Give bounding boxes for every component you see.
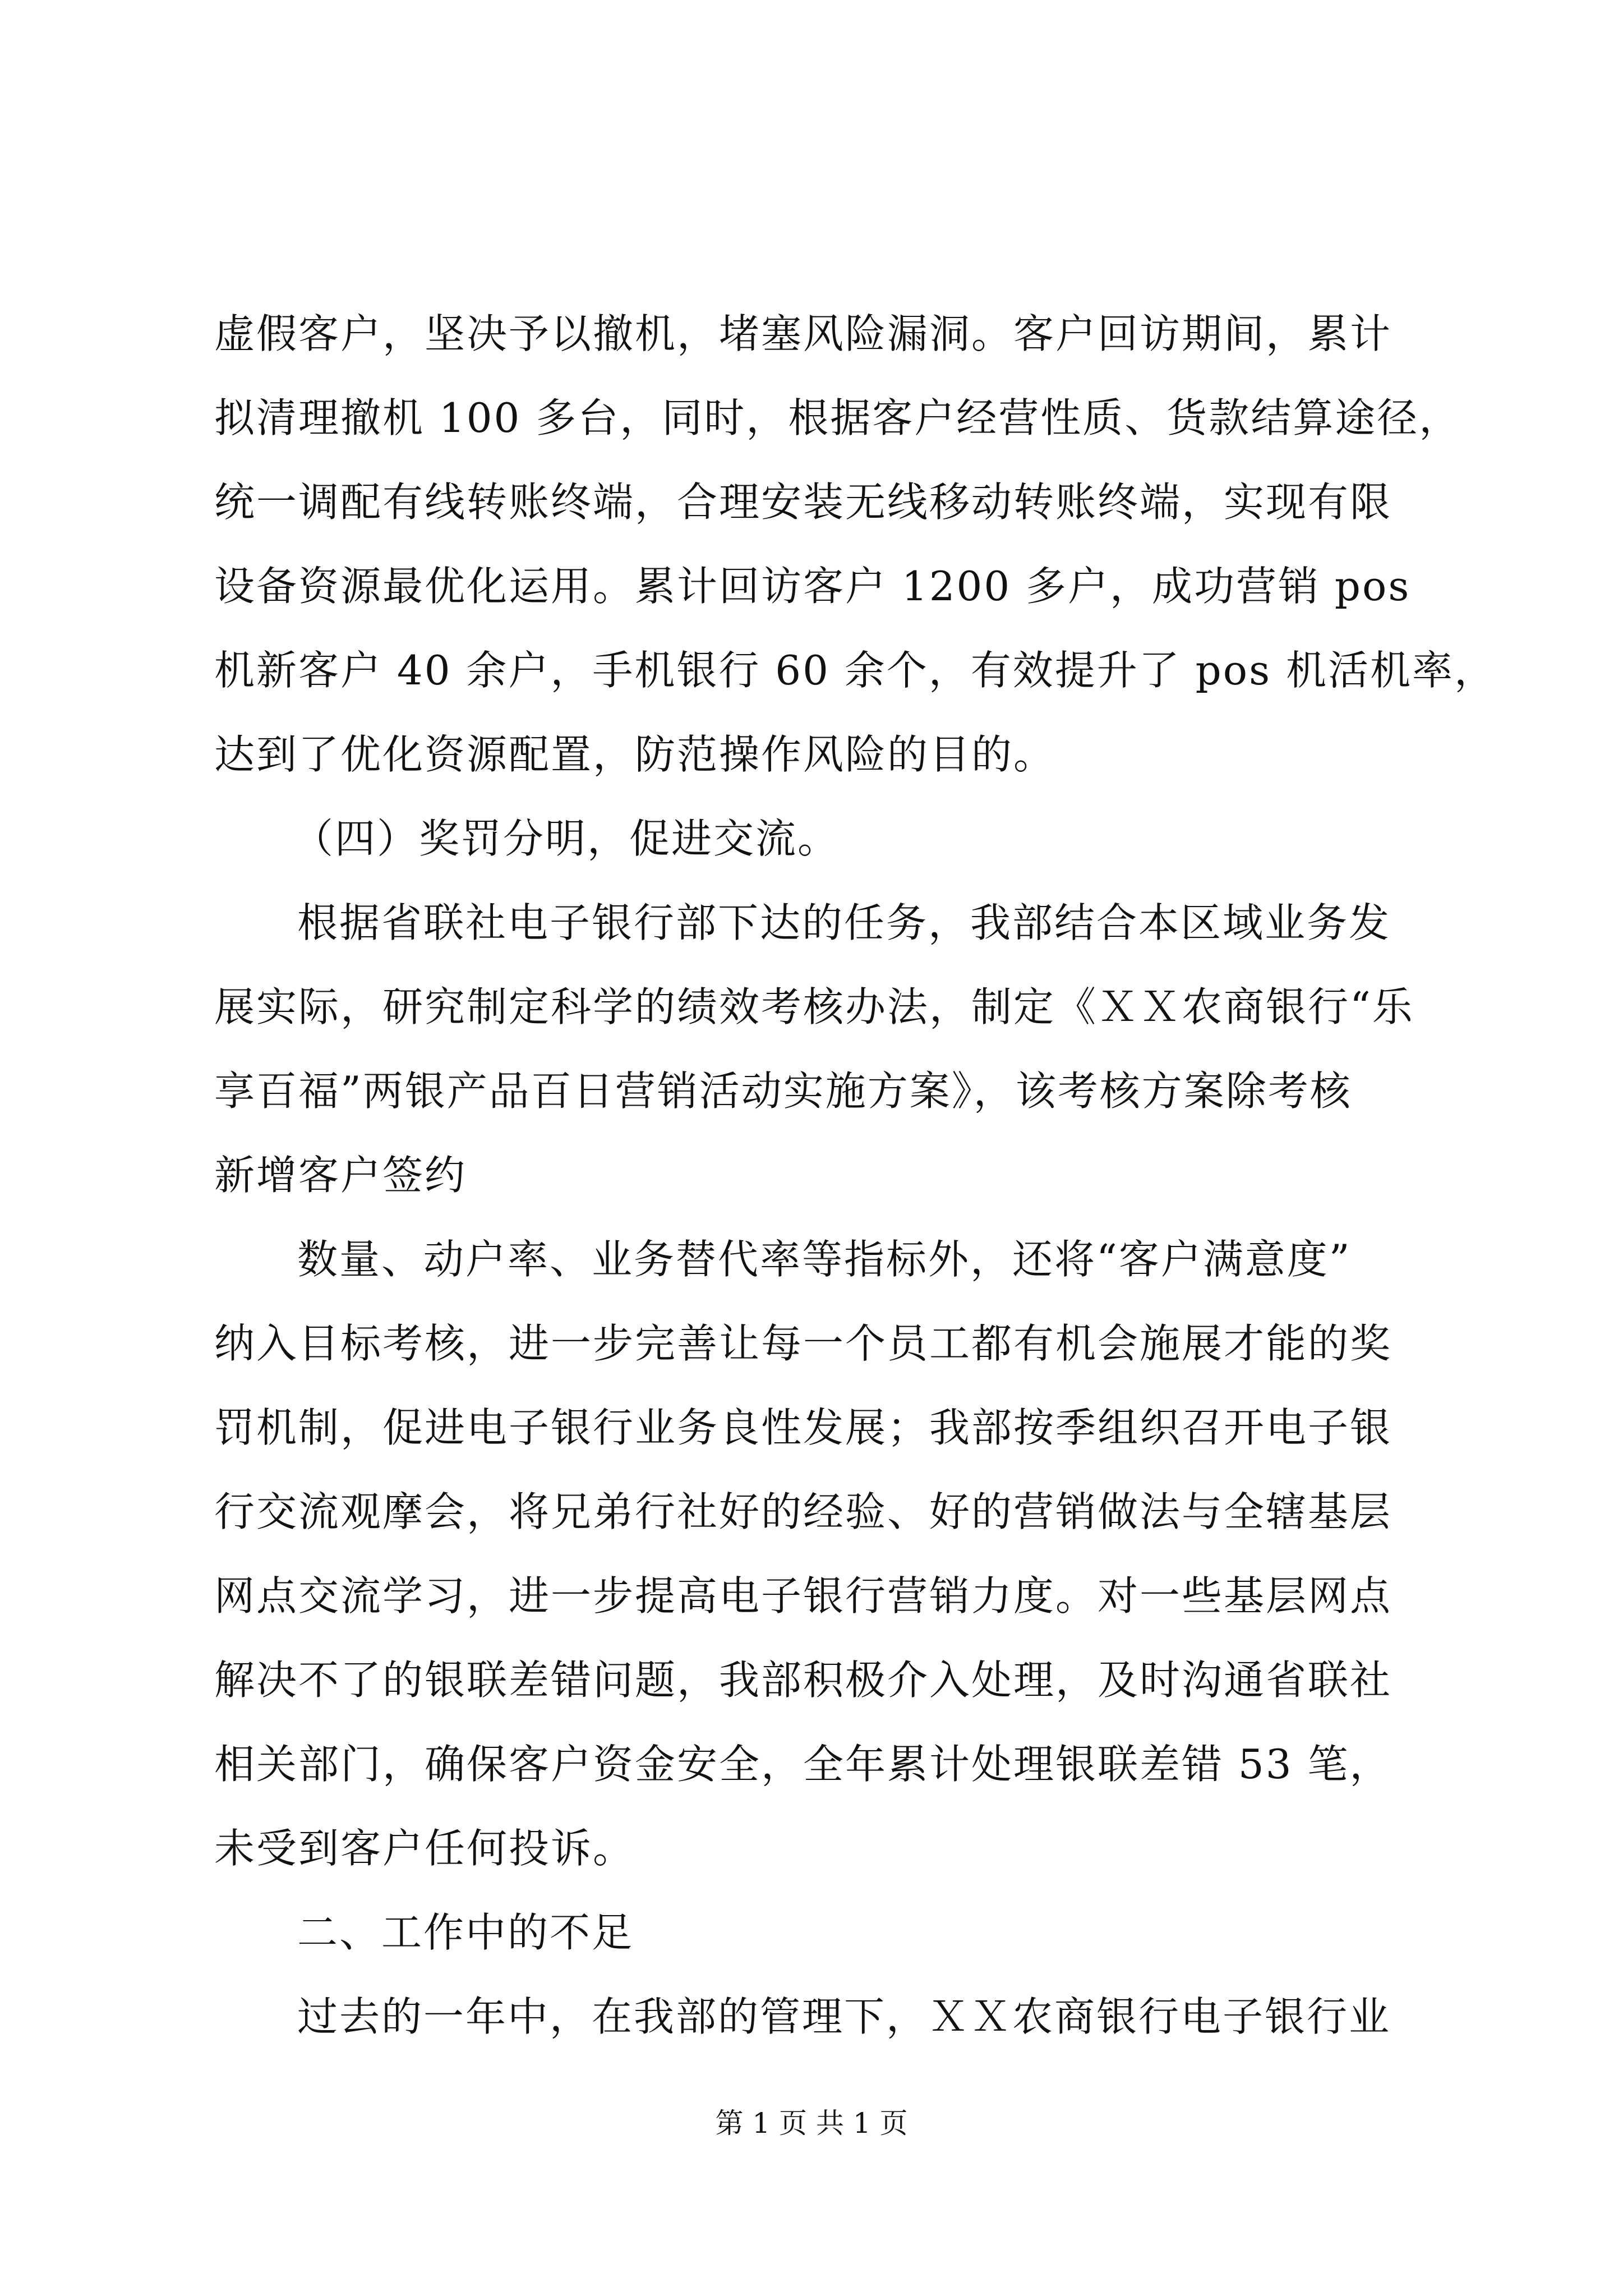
text-line: 拟清理撤机 100 多台，同时，根据客户经营性质、货款结算途径， [214, 394, 1461, 441]
text-line: 行交流观摩会，将兄弟行社好的经验、好的营销做法与全辖基层 [214, 1488, 1393, 1535]
text-line: 展实际，研究制定科学的绩效考核办法，制定《ＸＸ农商银行“乐 [214, 983, 1414, 1030]
text-line: 新增客户签约 [214, 1152, 467, 1199]
text-line: 相关部门，确保客户资金安全，全年累计处理银联差错 53 笔， [214, 1741, 1392, 1788]
text-line: 纳入目标考核，进一步完善让每一个员工都有机会施展才能的奖 [214, 1320, 1393, 1367]
text-line: 网点交流学习，进一步提高电子银行营销力度。对一些基层网点 [214, 1572, 1393, 1619]
text-line: 未受到客户任何投诉。 [214, 1825, 635, 1872]
text-line: 虚假客户，坚决予以撤机，堵塞风险漏洞。客户回访期间，累计 [214, 310, 1393, 357]
paragraph-first-line: 根据省联社电子银行部下达的任务，我部结合本区域业务发 [297, 899, 1391, 946]
text-line: 解决不了的银联差错问题，我部积极介入处理，及时沟通省联社 [214, 1657, 1393, 1704]
text-line: 达到了优化资源配置，防范操作风险的目的。 [214, 731, 1056, 778]
text-line: 统一调配有线转账终端，合理安装无线移动转账终端，实现有限 [214, 478, 1393, 526]
text-line: 罚机制，促进电子银行业务良性发展；我部按季组织召开电子银 [214, 1404, 1393, 1451]
section-heading: 二、工作中的不足 [297, 1909, 634, 1956]
paragraph-first-line: 过去的一年中，在我部的管理下，ＸＸ农商银行电子银行业 [297, 1993, 1391, 2040]
text-line: 设备资源最优化运用。累计回访客户 1200 多户，成功营销 pos [214, 563, 1411, 610]
text-line: 机新客户 40 余户，手机银行 60 余个，有效提升了 pos 机活机率， [214, 647, 1496, 694]
text-line: 享百福”两银产品百日营销活动实施方案》，该考核方案除考核 [214, 1068, 1352, 1115]
paragraph-first-line: 数量、动户率、业务替代率等指标外，还将“客户满意度” [297, 1236, 1352, 1283]
section-heading: （四）奖罚分明，促进交流。 [293, 815, 840, 862]
page-footer: 第 1 页 共 1 页 [715, 2107, 908, 2139]
